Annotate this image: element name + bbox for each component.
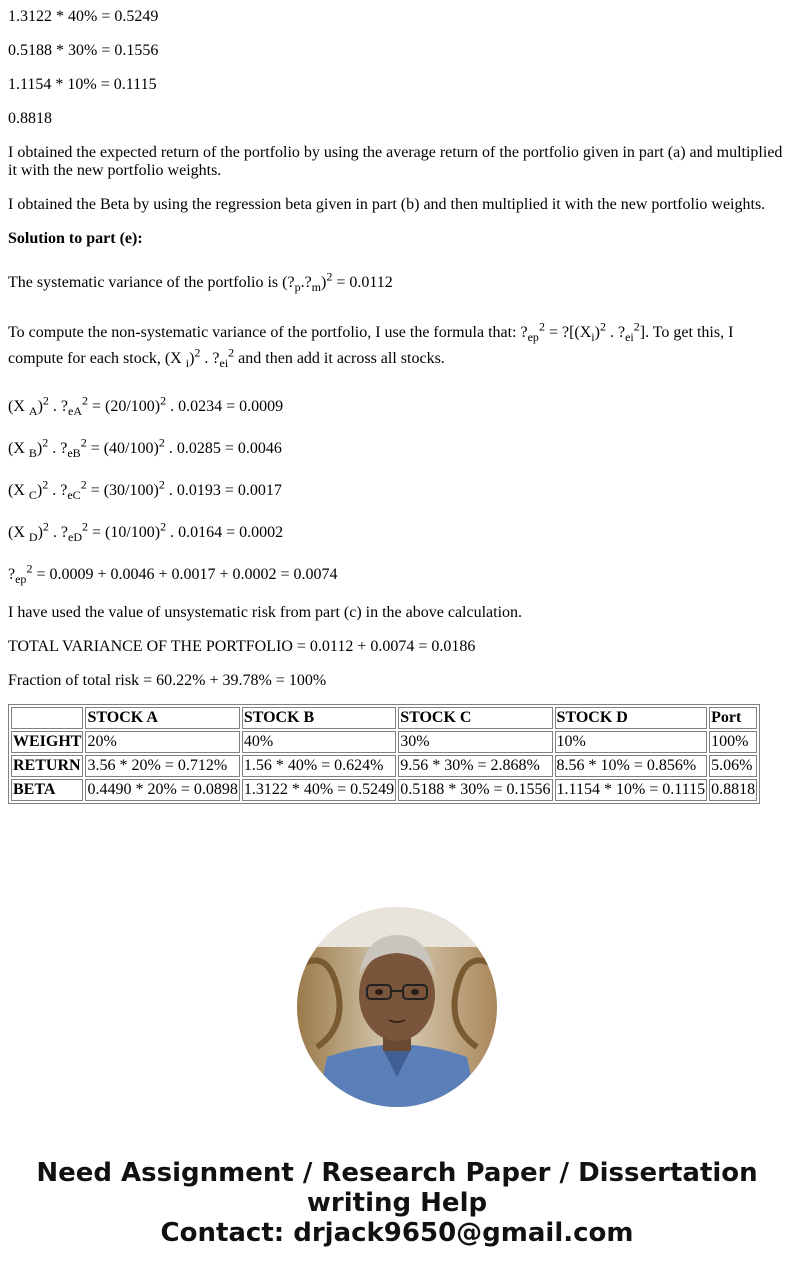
table-cell: 9.56 * 30% = 2.868% bbox=[398, 755, 552, 777]
table-header-cell bbox=[11, 707, 83, 729]
para-unsystematic: I have used the value of unsystematic risk from part (c) in the above calculation. bbox=[8, 604, 523, 621]
para-beta: I obtained the Beta by using the regression beta given in part (b) and then multiplied it with the new portfolio weights. bbox=[8, 196, 766, 213]
total-variance: TOTAL VARIANCE OF THE PORTFOLIO = 0.0112 + 0.0074 = 0.0186 bbox=[8, 638, 476, 655]
table-cell: 3.56 * 20% = 0.712% bbox=[85, 755, 239, 777]
table-cell: 20% bbox=[85, 731, 239, 753]
beta-line-c: 0.5188 * 30% = 0.1556 bbox=[8, 42, 159, 59]
table-row-label: WEIGHT bbox=[11, 731, 83, 753]
table-row bbox=[11, 755, 757, 777]
table-cell: 40% bbox=[242, 731, 396, 753]
banner-contact-line: Contact: drjack9650@gmail.com bbox=[160, 1218, 634, 1248]
nonsystematic-formula: To compute the non-systematic variance of the portfolio, I use the formula that: $?_{ep}^2$ = $?[(X_i)^2$ . $?_{ei}^2$]. To get this, I compute for each stock, (X $_i$)$^2$ . $?_{ei}^2$ and then add it across all stocks. bbox=[8, 319, 734, 371]
author-avatar bbox=[297, 907, 497, 1107]
calc-line-c: (X $_C$)$^2$ . $?_{eC}^2 = (30/100)^2$ . 0.0193 = 0.0017 bbox=[8, 477, 282, 503]
banner-line-1: Need Assignment / Research Paper / Dissertation bbox=[36, 1158, 758, 1188]
table-cell: 100% bbox=[709, 731, 757, 753]
fraction-of-risk: Fraction of total risk = 60.22% + 39.78% = 100% bbox=[8, 672, 327, 689]
beta-line-b: 1.3122 * 40% = 0.5249 bbox=[8, 8, 159, 25]
table-cell: 0.5188 * 30% = 0.1556 bbox=[398, 779, 552, 801]
table-header-cell: STOCK C bbox=[398, 707, 552, 729]
table-header-cell: Port bbox=[709, 707, 757, 729]
table-header-cell: STOCK A bbox=[85, 707, 239, 729]
systematic-variance: The systematic variance of the portfolio is $(?_p.?_m)^2 = 0.0112$ bbox=[8, 269, 393, 295]
document-body bbox=[8, 0, 786, 804]
avatar-portrait bbox=[297, 907, 497, 1107]
sum-line: $?_{ep}^2 = 0.0009 + 0.0046 + 0.0017 + 0.0002 = 0.0074$ bbox=[8, 561, 338, 587]
beta-total: 0.8818 bbox=[8, 110, 52, 127]
table-row bbox=[11, 779, 757, 801]
table-cell: 1.3122 * 40% = 0.5249 bbox=[242, 779, 396, 801]
para-expected-return: I obtained the expected return of the portfolio by using the average return of the portfolio given in part (a) and multiplied it with the new portfolio weights. bbox=[8, 144, 783, 179]
table-cell: 30% bbox=[398, 731, 552, 753]
table-cell: 0.4490 * 20% = 0.0898 bbox=[85, 779, 239, 801]
calc-line-a: (X $_A$)$^2$ . $?_{eA}^2 = (20/100)^2$ . 0.0234 = 0.0009 bbox=[8, 393, 284, 419]
table-cell: 1.1154 * 10% = 0.1115 bbox=[555, 779, 708, 801]
table-header-cell: STOCK B bbox=[242, 707, 396, 729]
contact-banner bbox=[0, 1158, 794, 1248]
table-header-row bbox=[11, 707, 757, 729]
table-row-label: BETA bbox=[11, 779, 83, 801]
table-cell: 8.56 * 10% = 0.856% bbox=[555, 755, 708, 777]
table-cell: 5.06% bbox=[709, 755, 757, 777]
table-row-label: RETURN bbox=[11, 755, 83, 777]
solution-heading: Solution to part (e): bbox=[8, 230, 143, 247]
banner-line-2: writing Help bbox=[306, 1188, 488, 1218]
calc-line-b: (X $_B$)$^2$ . $?_{eB}^2 = (40/100)^2$ . 0.0285 = 0.0046 bbox=[8, 435, 282, 461]
beta-line-d: 1.1154 * 10% = 0.1115 bbox=[8, 76, 157, 93]
table-cell: 0.8818 bbox=[709, 779, 757, 801]
table-header-cell: STOCK D bbox=[555, 707, 708, 729]
table-cell: 1.56 * 40% = 0.624% bbox=[242, 755, 396, 777]
calc-line-d: (X $_D$)$^2$ . $?_{eD}^2 = (10/100)^2$ . 0.0164 = 0.0002 bbox=[8, 519, 284, 545]
portfolio-table bbox=[8, 704, 760, 804]
table-cell: 10% bbox=[555, 731, 708, 753]
table-row bbox=[11, 731, 757, 753]
